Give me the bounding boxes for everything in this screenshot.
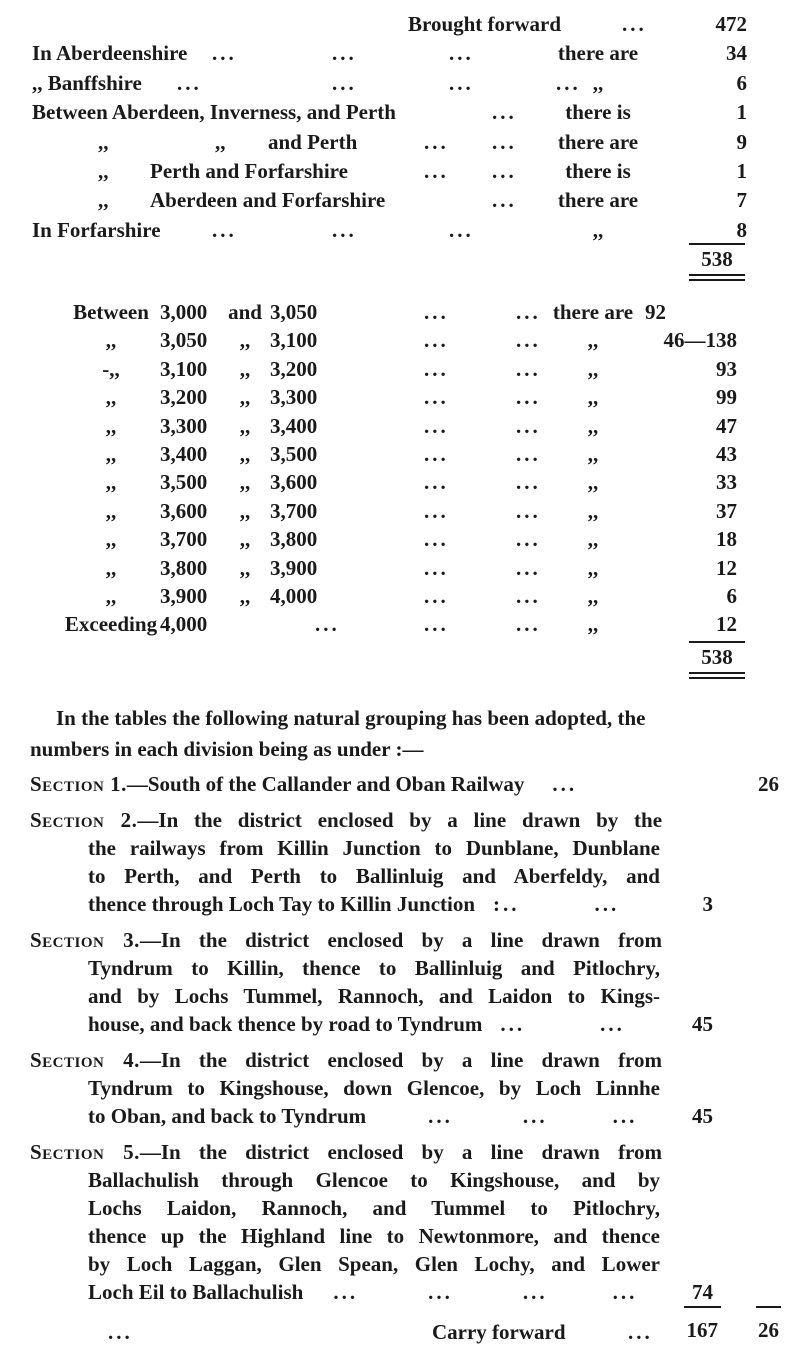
row-qualifier: there are — [552, 300, 634, 324]
row-label: In Aberdeenshire — [32, 41, 188, 66]
section-4-line: Tyndrum to Kingshouse, down Glencoe, by Loch Linnhe — [88, 1076, 660, 1100]
ditto-mark: ,, — [98, 158, 109, 183]
dot-leader: ... — [428, 1280, 453, 1304]
height-to: 3,600 — [270, 470, 318, 495]
section-text: Loch Eil to Ballachulish — [88, 1280, 304, 1304]
section-label: Section 3. — [30, 928, 140, 952]
row-value: 12 — [716, 612, 737, 637]
dot-leader: ... — [516, 612, 541, 637]
section-text: thence through Loch Tay to Killin Junction — [88, 892, 476, 916]
section-4-line — [30, 1048, 662, 1073]
dot-leader: ... — [212, 41, 237, 66]
height-to: 4,000 — [270, 583, 318, 608]
section-value: 3 — [702, 892, 713, 916]
table-row — [0, 188, 791, 217]
section-3-line: Tyndrum to Killin, thence to Ballinluig and Pitlochry, — [88, 956, 660, 980]
height-from: 3,500 — [160, 470, 208, 495]
row-value: 18 — [716, 527, 737, 552]
dot-leader: ... — [516, 328, 541, 353]
row-value: 47 — [716, 413, 737, 438]
dot-leader: ... — [428, 1104, 453, 1128]
height-from: 3,300 — [160, 413, 208, 438]
section-text: house, and back thence by road to Tyndrum — [88, 1012, 483, 1036]
dot-leader: ... — [449, 70, 474, 95]
row-qualifier: ,, — [587, 441, 599, 466]
table-row — [0, 71, 791, 100]
section-label: Section 4. — [30, 1048, 140, 1072]
dot-leader: ... — [108, 1320, 133, 1344]
dot-leader: ... — [516, 527, 541, 552]
row-connector: ,, — [239, 470, 251, 495]
section-value: 45 — [692, 1012, 713, 1036]
dot-leader: ... — [612, 1104, 638, 1128]
table-row — [0, 584, 791, 612]
table-row — [0, 328, 791, 356]
row-value: 9 — [736, 129, 747, 154]
brought-forward-label: Brought forward — [408, 12, 562, 36]
dot-leader: ... — [628, 1320, 653, 1344]
section-5-line: by Loch Laggan, Glen Spean, Glen Lochy, and Lower — [88, 1252, 660, 1276]
row-value: 1 — [736, 100, 747, 125]
height-to: 3,400 — [270, 413, 318, 438]
row-qualifier: ,, — [587, 527, 599, 552]
dot-leader: ... — [556, 70, 581, 95]
table-row — [0, 470, 791, 498]
row-lead: Exceeding — [64, 612, 158, 637]
dot-leader: ... — [492, 158, 517, 183]
section-5-line — [88, 1280, 791, 1305]
row-value: 46—138 — [663, 328, 737, 353]
row-value: 8 — [736, 217, 747, 242]
row-value: 37 — [716, 498, 737, 523]
row-lead: Between — [73, 300, 149, 324]
table-row — [0, 41, 791, 70]
table-row — [0, 100, 791, 129]
row-lead: ,, — [105, 527, 117, 552]
dot-leader: ... — [177, 70, 202, 95]
height-from: 3,400 — [160, 441, 208, 466]
dot-leader: ... — [492, 129, 517, 154]
dot-leader: ... — [492, 188, 517, 213]
row-label: and Perth — [268, 129, 358, 154]
section-text: —In the district enclosed by a line drawn from — [139, 1140, 662, 1164]
section-5-line: Lochs Laidon, Rannoch, and Tummel to Pitlochry, — [88, 1196, 660, 1220]
table-row — [0, 218, 791, 247]
dot-leader: ... — [332, 41, 357, 66]
row-qualifier: there are — [557, 188, 639, 213]
row-connector: ,, — [239, 356, 251, 381]
row-value: 33 — [716, 470, 737, 495]
table-row — [0, 499, 791, 527]
table-row — [0, 612, 791, 640]
dot-leader: ... — [332, 217, 357, 242]
row-label: ,, Banffshire — [32, 70, 142, 95]
table-row — [0, 414, 791, 442]
dot-leader: ... — [315, 612, 340, 637]
row-qualifier: ,, — [587, 413, 599, 438]
dot-leader: ... — [424, 612, 449, 637]
row-lead: ,, — [105, 555, 117, 580]
dot-leader: ... — [522, 1280, 548, 1304]
dot-leader: ... — [522, 1104, 548, 1128]
height-to: 3,700 — [270, 498, 318, 523]
height-total: 538 — [689, 641, 745, 679]
table-row — [0, 300, 791, 328]
row-connector: and — [228, 300, 262, 324]
height-to: 3,050 — [270, 300, 318, 324]
dot-leader: ... — [492, 100, 517, 125]
row-qualifier: there is — [565, 100, 631, 125]
height-to: 3,200 — [270, 356, 318, 381]
dot-leader: ... — [449, 217, 474, 242]
summary-table — [0, 12, 791, 247]
dot-leader: ... — [516, 356, 541, 381]
ditto-mark: ,, — [98, 129, 109, 154]
dot-leader: ... — [424, 356, 449, 381]
dot-leader: ... — [516, 555, 541, 580]
row-lead: ,, — [105, 498, 117, 523]
section-text: —In the district enclosed by a line drawn from — [139, 928, 662, 952]
row-lead: ,, — [105, 441, 117, 466]
section-value: 45 — [692, 1104, 713, 1128]
height-from: 3,200 — [160, 385, 208, 410]
section-value: 74 — [692, 1280, 713, 1304]
height-to: 3,800 — [270, 527, 318, 552]
row-qualifier: ,, — [587, 555, 599, 580]
row-qualifier: ,, — [587, 470, 599, 495]
dot-leader: ... — [424, 498, 449, 523]
row-value: 472 — [715, 12, 747, 36]
dot-leader: ... — [424, 385, 449, 410]
row-qualifier: ,, — [587, 583, 599, 608]
height-from: 4,000 — [160, 612, 208, 637]
table-row — [0, 12, 791, 41]
section-4-line — [88, 1104, 791, 1129]
row-value: 93 — [716, 356, 737, 381]
summary-total: 538 — [689, 243, 745, 281]
dot-leader: ... — [622, 12, 647, 36]
row-value: 6 — [736, 70, 747, 95]
section-label: Section 5. — [30, 1140, 140, 1164]
dot-leader: ... — [212, 217, 237, 242]
row-connector: ,, — [239, 527, 251, 552]
row-connector: ,, — [239, 328, 251, 353]
row-value: 6 — [726, 583, 737, 608]
row-connector: ,, — [239, 498, 251, 523]
row-value: 7 — [736, 188, 747, 213]
dot-leader: ... — [424, 300, 449, 324]
section-5-line: thence up the Highland line to Newtonmore, and thence — [88, 1224, 660, 1248]
dot-leader: ... — [424, 470, 449, 495]
row-connector: ,, — [239, 441, 251, 466]
section-text: —In the district enclosed by a line drawn by the — [137, 808, 663, 832]
carry-inner-total: 167 — [684, 1306, 722, 1343]
height-from: 3,050 — [160, 328, 208, 353]
row-connector: ,, — [239, 385, 251, 410]
row-lead: ,, — [105, 583, 117, 608]
section-text: —In the district enclosed by a line drawn from — [139, 1048, 662, 1072]
table-row — [0, 556, 791, 584]
table-row — [0, 357, 791, 385]
row-value: 92 — [645, 300, 666, 324]
row-qualifier: there are — [557, 41, 639, 66]
row-qualifier: there is — [565, 158, 631, 183]
row-qualifier: ,, — [592, 70, 604, 95]
dot-leader: ... — [424, 441, 449, 466]
dot-leader: ... — [449, 41, 474, 66]
row-label: Between Aberdeen, Inverness, and Perth — [32, 100, 396, 125]
row-connector: ,, — [239, 413, 251, 438]
height-to: 3,500 — [270, 441, 318, 466]
carry-forward-line — [0, 1306, 791, 1358]
intro-paragraph-line: In the tables the following natural grouping has been adopted, the — [56, 706, 646, 730]
dot-leader: ... — [424, 328, 449, 353]
table-row — [0, 442, 791, 470]
row-qualifier: ,, — [587, 498, 599, 523]
ditto-mark: ,, — [215, 129, 226, 154]
dot-leader: ... — [424, 413, 449, 438]
dot-leader: ... — [612, 1280, 638, 1304]
height-from: 3,700 — [160, 527, 208, 552]
dot-leader: ... — [594, 892, 620, 916]
dot-leader: ... — [424, 527, 449, 552]
height-from: 3,600 — [160, 498, 208, 523]
row-connector: ,, — [239, 555, 251, 580]
dot-leader: ... — [516, 470, 541, 495]
section-text: —South of the Callander and Oban Railway — [126, 772, 525, 796]
height-to: 3,300 — [270, 385, 318, 410]
section-1-line — [30, 772, 791, 797]
row-lead: ,, — [105, 413, 117, 438]
row-lead: ,, — [105, 470, 117, 495]
row-label: In Forfarshire — [32, 217, 161, 242]
dot-leader: ... — [424, 583, 449, 608]
dot-leader: ... — [424, 158, 449, 183]
section-value: 26 — [758, 772, 779, 796]
section-2-line: the railways from Killin Junction to Dunblane, Dunblane — [88, 836, 660, 860]
row-value: 34 — [726, 41, 747, 66]
row-qualifier: ,, — [592, 217, 604, 242]
section-3-line — [30, 928, 662, 953]
dot-leader: ... — [552, 772, 578, 796]
row-qualifier: ,, — [587, 385, 599, 410]
dot-leader: ... — [332, 70, 357, 95]
section-3-line: and by Lochs Tummel, Rannoch, and Laidon to Kings- — [88, 984, 660, 1008]
dot-leader: ... — [516, 385, 541, 410]
row-connector: ,, — [239, 583, 251, 608]
row-value: 99 — [716, 385, 737, 410]
ditto-mark: ,, — [98, 188, 109, 213]
height-table — [0, 300, 791, 641]
section-text: to Oban, and back to Tyndrum — [88, 1104, 367, 1128]
row-value: 43 — [716, 441, 737, 466]
row-label: Perth and Forfarshire — [150, 158, 348, 183]
carry-forward-label: Carry forward — [432, 1320, 566, 1344]
row-qualifier: ,, — [587, 356, 599, 381]
dot-leader: ... — [516, 413, 541, 438]
row-label: Aberdeen and Forfarshire — [150, 188, 386, 213]
row-lead: -,, — [102, 356, 120, 381]
section-2-line — [88, 892, 791, 917]
table-row — [0, 159, 791, 188]
dot-leader: ... — [424, 555, 449, 580]
table-row — [0, 385, 791, 413]
row-value: 1 — [736, 158, 747, 183]
height-from: 3,900 — [160, 583, 208, 608]
section-5-line: Ballachulish through Glencoe to Kingshouse, and by — [88, 1168, 660, 1192]
section-2-line — [30, 808, 662, 833]
carry-outer-total: 26 — [756, 1306, 781, 1343]
section-3-line — [88, 1012, 791, 1037]
dot-leader: ... — [424, 129, 449, 154]
table-row — [0, 527, 791, 555]
dot-leader: ... — [333, 1280, 359, 1304]
height-to: 3,900 — [270, 555, 318, 580]
row-lead: ,, — [105, 385, 117, 410]
section-5-line — [30, 1140, 662, 1165]
dot-leader: ... — [500, 1012, 526, 1036]
dot-leader: ... — [516, 583, 541, 608]
dot-leader: :.. — [493, 892, 520, 916]
intro-paragraph-line: numbers in each division being as under :— — [30, 737, 424, 761]
dot-leader: ... — [600, 1012, 625, 1036]
row-lead: ,, — [105, 328, 117, 353]
row-qualifier: ,, — [587, 612, 599, 637]
height-from: 3,000 — [160, 300, 208, 324]
section-label: Section 2. — [30, 808, 138, 832]
table-row — [0, 130, 791, 159]
dot-leader: ... — [516, 300, 541, 324]
row-qualifier: ,, — [587, 328, 599, 353]
height-from: 3,100 — [160, 356, 208, 381]
dot-leader: ... — [516, 441, 541, 466]
row-qualifier: there are — [557, 129, 639, 154]
height-from: 3,800 — [160, 555, 208, 580]
section-2-line: to Perth, and Perth to Ballinluig and Aberfeldy, and — [88, 864, 660, 888]
dot-leader: ... — [516, 498, 541, 523]
section-label: Section 1. — [30, 772, 127, 796]
row-value: 12 — [716, 555, 737, 580]
height-to: 3,100 — [270, 328, 318, 353]
